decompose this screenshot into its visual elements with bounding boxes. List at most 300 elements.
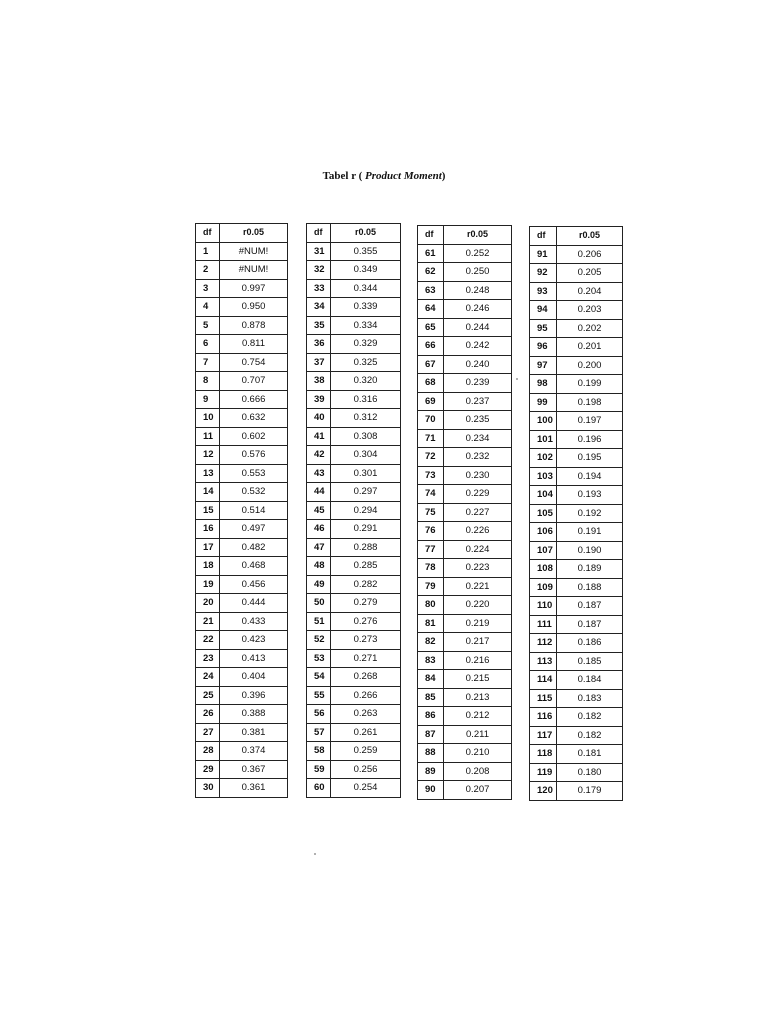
table-row xyxy=(418,411,512,430)
r-table-column-2 xyxy=(306,223,401,798)
r-value-cell: 0.456 xyxy=(220,575,288,594)
df-cell: 33 xyxy=(307,279,331,298)
df-cell: 51 xyxy=(307,612,331,631)
df-cell: 50 xyxy=(307,594,331,613)
table-row xyxy=(530,486,623,505)
r-value-cell: 0.339 xyxy=(331,298,401,317)
r-value-cell: 0.259 xyxy=(331,742,401,761)
r-value-cell: 0.261 xyxy=(331,723,401,742)
r-value-cell: 0.223 xyxy=(444,559,512,578)
r-value-cell: 0.194 xyxy=(557,467,623,486)
df-cell: 34 xyxy=(307,298,331,317)
table-row xyxy=(307,705,401,724)
df-cell: 32 xyxy=(307,261,331,280)
df-cell: 8 xyxy=(196,372,220,391)
r-value-cell: 0.197 xyxy=(557,412,623,431)
r-value-cell: 0.181 xyxy=(557,745,623,764)
df-cell: 114 xyxy=(530,671,557,690)
r-value-cell: 0.374 xyxy=(220,742,288,761)
df-cell: 106 xyxy=(530,523,557,542)
r-value-cell: 0.282 xyxy=(331,575,401,594)
table-row xyxy=(418,448,512,467)
table-row xyxy=(530,782,623,801)
df-cell: 44 xyxy=(307,483,331,502)
df-cell: 18 xyxy=(196,557,220,576)
table-row xyxy=(196,538,288,557)
r-value-cell: 0.212 xyxy=(444,707,512,726)
df-cell: 49 xyxy=(307,575,331,594)
df-cell: 38 xyxy=(307,372,331,391)
df-cell: 92 xyxy=(530,264,557,283)
df-cell: 62 xyxy=(418,263,444,282)
table-row xyxy=(307,446,401,465)
df-cell: 97 xyxy=(530,356,557,375)
r-value-cell: 0.252 xyxy=(444,244,512,263)
table-row xyxy=(530,467,623,486)
df-cell: 58 xyxy=(307,742,331,761)
r-table-column-4 xyxy=(529,226,623,801)
r-value-cell: 0.297 xyxy=(331,483,401,502)
table-row xyxy=(307,760,401,779)
table-row xyxy=(418,781,512,800)
table-row xyxy=(307,483,401,502)
df-cell: 112 xyxy=(530,634,557,653)
r-value-cell: 0.268 xyxy=(331,668,401,687)
r-value-cell: 0.216 xyxy=(444,651,512,670)
r-value-cell: 0.632 xyxy=(220,409,288,428)
table-row xyxy=(307,594,401,613)
r-value-cell: 0.388 xyxy=(220,705,288,724)
r-value-cell: 0.381 xyxy=(220,723,288,742)
df-cell: 56 xyxy=(307,705,331,724)
table-row xyxy=(196,723,288,742)
table-row xyxy=(530,541,623,560)
table-row xyxy=(196,353,288,372)
r-value-cell: 0.210 xyxy=(444,744,512,763)
table-row xyxy=(418,244,512,263)
df-cell: 11 xyxy=(196,427,220,446)
table-row xyxy=(530,356,623,375)
df-cell: 98 xyxy=(530,375,557,394)
table-row xyxy=(530,504,623,523)
table-row xyxy=(307,668,401,687)
df-cell: 40 xyxy=(307,409,331,428)
table-header-row xyxy=(196,224,288,243)
table-row xyxy=(530,634,623,653)
table-row xyxy=(530,319,623,338)
table-row xyxy=(307,409,401,428)
table-row xyxy=(530,560,623,579)
table-header-row xyxy=(530,227,623,246)
df-cell: 21 xyxy=(196,612,220,631)
df-cell: 13 xyxy=(196,464,220,483)
table-row xyxy=(307,631,401,650)
table-row xyxy=(418,577,512,596)
r-value-cell: 0.187 xyxy=(557,615,623,634)
r-value-cell: 0.279 xyxy=(331,594,401,613)
df-cell: 36 xyxy=(307,335,331,354)
r-value-cell: 0.291 xyxy=(331,520,401,539)
table-row xyxy=(196,372,288,391)
table-row xyxy=(530,338,623,357)
r-value-cell: 0.219 xyxy=(444,614,512,633)
table-row xyxy=(196,594,288,613)
df-cell: 89 xyxy=(418,762,444,781)
df-cell: 1 xyxy=(196,242,220,261)
r-value-cell: 0.361 xyxy=(220,779,288,798)
table-row xyxy=(530,708,623,727)
table-row xyxy=(196,446,288,465)
table-row xyxy=(196,464,288,483)
r-value-cell: #NUM! xyxy=(220,261,288,280)
r-value-cell: 0.344 xyxy=(331,279,401,298)
header-r: r0.05 xyxy=(331,224,401,243)
r-value-cell: 0.396 xyxy=(220,686,288,705)
table-row xyxy=(530,615,623,634)
table-body xyxy=(307,242,401,797)
r-value-cell: 0.707 xyxy=(220,372,288,391)
table-row xyxy=(196,335,288,354)
df-cell: 31 xyxy=(307,242,331,261)
df-cell: 60 xyxy=(307,779,331,798)
table-row xyxy=(196,501,288,520)
df-cell: 79 xyxy=(418,577,444,596)
df-cell: 28 xyxy=(196,742,220,761)
r-value-cell: 0.206 xyxy=(557,245,623,264)
r-value-cell: 0.234 xyxy=(444,429,512,448)
df-cell: 64 xyxy=(418,300,444,319)
df-cell: 61 xyxy=(418,244,444,263)
df-cell: 113 xyxy=(530,652,557,671)
df-cell: 78 xyxy=(418,559,444,578)
r-value-cell: 0.198 xyxy=(557,393,623,412)
df-cell: 35 xyxy=(307,316,331,335)
df-cell: 87 xyxy=(418,725,444,744)
table-row xyxy=(307,686,401,705)
table-row xyxy=(196,390,288,409)
df-cell: 91 xyxy=(530,245,557,264)
table-row xyxy=(418,337,512,356)
r-value-cell: 0.320 xyxy=(331,372,401,391)
df-cell: 100 xyxy=(530,412,557,431)
df-cell: 107 xyxy=(530,541,557,560)
title-main: Tabel r ( xyxy=(322,170,363,182)
df-cell: 47 xyxy=(307,538,331,557)
scan-speck xyxy=(516,378,518,380)
table-row xyxy=(196,427,288,446)
r-value-cell: 0.349 xyxy=(331,261,401,280)
r-value-cell: 0.433 xyxy=(220,612,288,631)
r-value-cell: 0.285 xyxy=(331,557,401,576)
r-value-cell: 0.256 xyxy=(331,760,401,779)
df-cell: 66 xyxy=(418,337,444,356)
table-row xyxy=(196,520,288,539)
table-row xyxy=(196,316,288,335)
df-cell: 42 xyxy=(307,446,331,465)
r-value-cell: 0.334 xyxy=(331,316,401,335)
r-table-column-3 xyxy=(417,225,512,800)
df-cell: 117 xyxy=(530,726,557,745)
df-cell: 72 xyxy=(418,448,444,467)
table-row xyxy=(418,559,512,578)
table-row xyxy=(307,353,401,372)
df-cell: 19 xyxy=(196,575,220,594)
table-row xyxy=(418,429,512,448)
df-cell: 115 xyxy=(530,689,557,708)
df-cell: 7 xyxy=(196,353,220,372)
title-close: ) xyxy=(441,170,446,182)
table-row xyxy=(307,779,401,798)
df-cell: 27 xyxy=(196,723,220,742)
table-row xyxy=(530,745,623,764)
r-value-cell: 0.811 xyxy=(220,335,288,354)
r-value-cell: 0.263 xyxy=(331,705,401,724)
df-cell: 84 xyxy=(418,670,444,689)
table-row xyxy=(307,427,401,446)
df-cell: 5 xyxy=(196,316,220,335)
df-cell: 65 xyxy=(418,318,444,337)
df-cell: 12 xyxy=(196,446,220,465)
r-value-cell: 0.184 xyxy=(557,671,623,690)
r-value-cell: 0.235 xyxy=(444,411,512,430)
table-row xyxy=(307,612,401,631)
df-cell: 80 xyxy=(418,596,444,615)
table-row xyxy=(530,652,623,671)
df-cell: 93 xyxy=(530,282,557,301)
df-cell: 39 xyxy=(307,390,331,409)
r-value-cell: 0.226 xyxy=(444,522,512,541)
df-cell: 75 xyxy=(418,503,444,522)
r-value-cell: 0.237 xyxy=(444,392,512,411)
df-cell: 9 xyxy=(196,390,220,409)
table-row xyxy=(418,540,512,559)
r-value-cell: 0.195 xyxy=(557,449,623,468)
df-cell: 3 xyxy=(196,279,220,298)
df-cell: 88 xyxy=(418,744,444,763)
df-cell: 111 xyxy=(530,615,557,634)
r-value-cell: 0.190 xyxy=(557,541,623,560)
table-row xyxy=(530,375,623,394)
r-value-cell: 0.204 xyxy=(557,282,623,301)
r-value-cell: 0.444 xyxy=(220,594,288,613)
r-value-cell: 0.666 xyxy=(220,390,288,409)
table-row xyxy=(530,523,623,542)
df-cell: 52 xyxy=(307,631,331,650)
table-header-row xyxy=(418,226,512,245)
r-value-cell: 0.254 xyxy=(331,779,401,798)
table-row xyxy=(530,430,623,449)
r-value-cell: 0.240 xyxy=(444,355,512,374)
df-cell: 15 xyxy=(196,501,220,520)
df-cell: 76 xyxy=(418,522,444,541)
table-row xyxy=(530,245,623,264)
r-value-cell: 0.205 xyxy=(557,264,623,283)
table-row xyxy=(418,633,512,652)
df-cell: 70 xyxy=(418,411,444,430)
r-value-cell: 0.276 xyxy=(331,612,401,631)
df-cell: 30 xyxy=(196,779,220,798)
df-cell: 90 xyxy=(418,781,444,800)
df-cell: 120 xyxy=(530,782,557,801)
r-value-cell: 0.232 xyxy=(444,448,512,467)
table-body xyxy=(418,244,512,799)
r-value-cell: 0.316 xyxy=(331,390,401,409)
r-value-cell: 0.200 xyxy=(557,356,623,375)
df-cell: 68 xyxy=(418,374,444,393)
r-value-cell: 0.950 xyxy=(220,298,288,317)
df-cell: 14 xyxy=(196,483,220,502)
table-row xyxy=(307,464,401,483)
r-value-cell: 0.244 xyxy=(444,318,512,337)
df-cell: 110 xyxy=(530,597,557,616)
df-cell: 104 xyxy=(530,486,557,505)
r-value-cell: 0.482 xyxy=(220,538,288,557)
r-value-cell: 0.217 xyxy=(444,633,512,652)
r-value-cell: 0.288 xyxy=(331,538,401,557)
table-body xyxy=(530,245,623,800)
df-cell: 17 xyxy=(196,538,220,557)
table-row xyxy=(418,670,512,689)
table-row xyxy=(418,762,512,781)
r-value-cell: 0.304 xyxy=(331,446,401,465)
r-value-cell: 0.308 xyxy=(331,427,401,446)
df-cell: 118 xyxy=(530,745,557,764)
table-row xyxy=(418,318,512,337)
r-value-cell: 0.413 xyxy=(220,649,288,668)
table-row xyxy=(530,578,623,597)
df-cell: 102 xyxy=(530,449,557,468)
df-cell: 95 xyxy=(530,319,557,338)
r-value-cell: 0.404 xyxy=(220,668,288,687)
df-cell: 67 xyxy=(418,355,444,374)
header-r: r0.05 xyxy=(557,227,623,246)
df-cell: 10 xyxy=(196,409,220,428)
r-value-cell: 0.199 xyxy=(557,375,623,394)
table-row xyxy=(307,575,401,594)
df-cell: 69 xyxy=(418,392,444,411)
table-row xyxy=(307,242,401,261)
r-value-cell: 0.576 xyxy=(220,446,288,465)
df-cell: 54 xyxy=(307,668,331,687)
table-row xyxy=(418,688,512,707)
header-df: df xyxy=(418,226,444,245)
df-cell: 99 xyxy=(530,393,557,412)
df-cell: 23 xyxy=(196,649,220,668)
r-value-cell: 0.468 xyxy=(220,557,288,576)
table-row xyxy=(418,744,512,763)
r-value-cell: 0.878 xyxy=(220,316,288,335)
r-value-cell: 0.196 xyxy=(557,430,623,449)
table-row xyxy=(530,449,623,468)
df-cell: 55 xyxy=(307,686,331,705)
table-row xyxy=(307,335,401,354)
table-row xyxy=(307,649,401,668)
df-cell: 101 xyxy=(530,430,557,449)
r-value-cell: 0.179 xyxy=(557,782,623,801)
table-row xyxy=(530,597,623,616)
r-value-cell: 0.514 xyxy=(220,501,288,520)
r-value-cell: 0.602 xyxy=(220,427,288,446)
r-value-cell: 0.182 xyxy=(557,726,623,745)
table-row xyxy=(196,612,288,631)
df-cell: 46 xyxy=(307,520,331,539)
r-value-cell: 0.211 xyxy=(444,725,512,744)
table-row xyxy=(418,614,512,633)
df-cell: 119 xyxy=(530,763,557,782)
r-value-cell: 0.250 xyxy=(444,263,512,282)
table-row xyxy=(530,393,623,412)
table-row xyxy=(307,520,401,539)
df-cell: 94 xyxy=(530,301,557,320)
table-row xyxy=(307,742,401,761)
r-value-cell: 0.191 xyxy=(557,523,623,542)
df-cell: 29 xyxy=(196,760,220,779)
table-row xyxy=(418,392,512,411)
r-value-cell: 0.532 xyxy=(220,483,288,502)
scan-speck xyxy=(314,853,316,855)
table-row xyxy=(418,466,512,485)
table-row xyxy=(307,557,401,576)
r-value-cell: 0.185 xyxy=(557,652,623,671)
r-value-cell: 0.271 xyxy=(331,649,401,668)
r-value-cell: #NUM! xyxy=(220,242,288,261)
title-italic: Product Moment xyxy=(365,170,442,182)
table-row xyxy=(418,503,512,522)
table-row xyxy=(418,281,512,300)
table-row xyxy=(418,707,512,726)
table-row xyxy=(418,651,512,670)
r-value-cell: 0.227 xyxy=(444,503,512,522)
r-value-cell: 0.183 xyxy=(557,689,623,708)
r-value-cell: 0.754 xyxy=(220,353,288,372)
r-value-cell: 0.202 xyxy=(557,319,623,338)
table-row xyxy=(530,264,623,283)
table-header-row xyxy=(307,224,401,243)
df-cell: 116 xyxy=(530,708,557,727)
table-row xyxy=(196,760,288,779)
df-cell: 71 xyxy=(418,429,444,448)
table-row xyxy=(418,522,512,541)
df-cell: 45 xyxy=(307,501,331,520)
df-cell: 43 xyxy=(307,464,331,483)
table-row xyxy=(307,298,401,317)
table-body xyxy=(196,242,288,797)
r-value-cell: 0.248 xyxy=(444,281,512,300)
df-cell: 63 xyxy=(418,281,444,300)
table-row xyxy=(307,279,401,298)
r-value-cell: 0.355 xyxy=(331,242,401,261)
df-cell: 20 xyxy=(196,594,220,613)
r-table-column-1 xyxy=(195,223,288,798)
r-value-cell: 0.221 xyxy=(444,577,512,596)
r-value-cell: 0.242 xyxy=(444,337,512,356)
table-row xyxy=(307,261,401,280)
r-value-cell: 0.230 xyxy=(444,466,512,485)
r-value-cell: 0.553 xyxy=(220,464,288,483)
df-cell: 2 xyxy=(196,261,220,280)
table-row xyxy=(418,355,512,374)
df-cell: 57 xyxy=(307,723,331,742)
df-cell: 26 xyxy=(196,705,220,724)
document-title xyxy=(0,170,768,182)
table-row xyxy=(196,575,288,594)
df-cell: 109 xyxy=(530,578,557,597)
table-row xyxy=(530,689,623,708)
table-row xyxy=(196,742,288,761)
df-cell: 22 xyxy=(196,631,220,650)
r-value-cell: 0.215 xyxy=(444,670,512,689)
table-row xyxy=(307,372,401,391)
